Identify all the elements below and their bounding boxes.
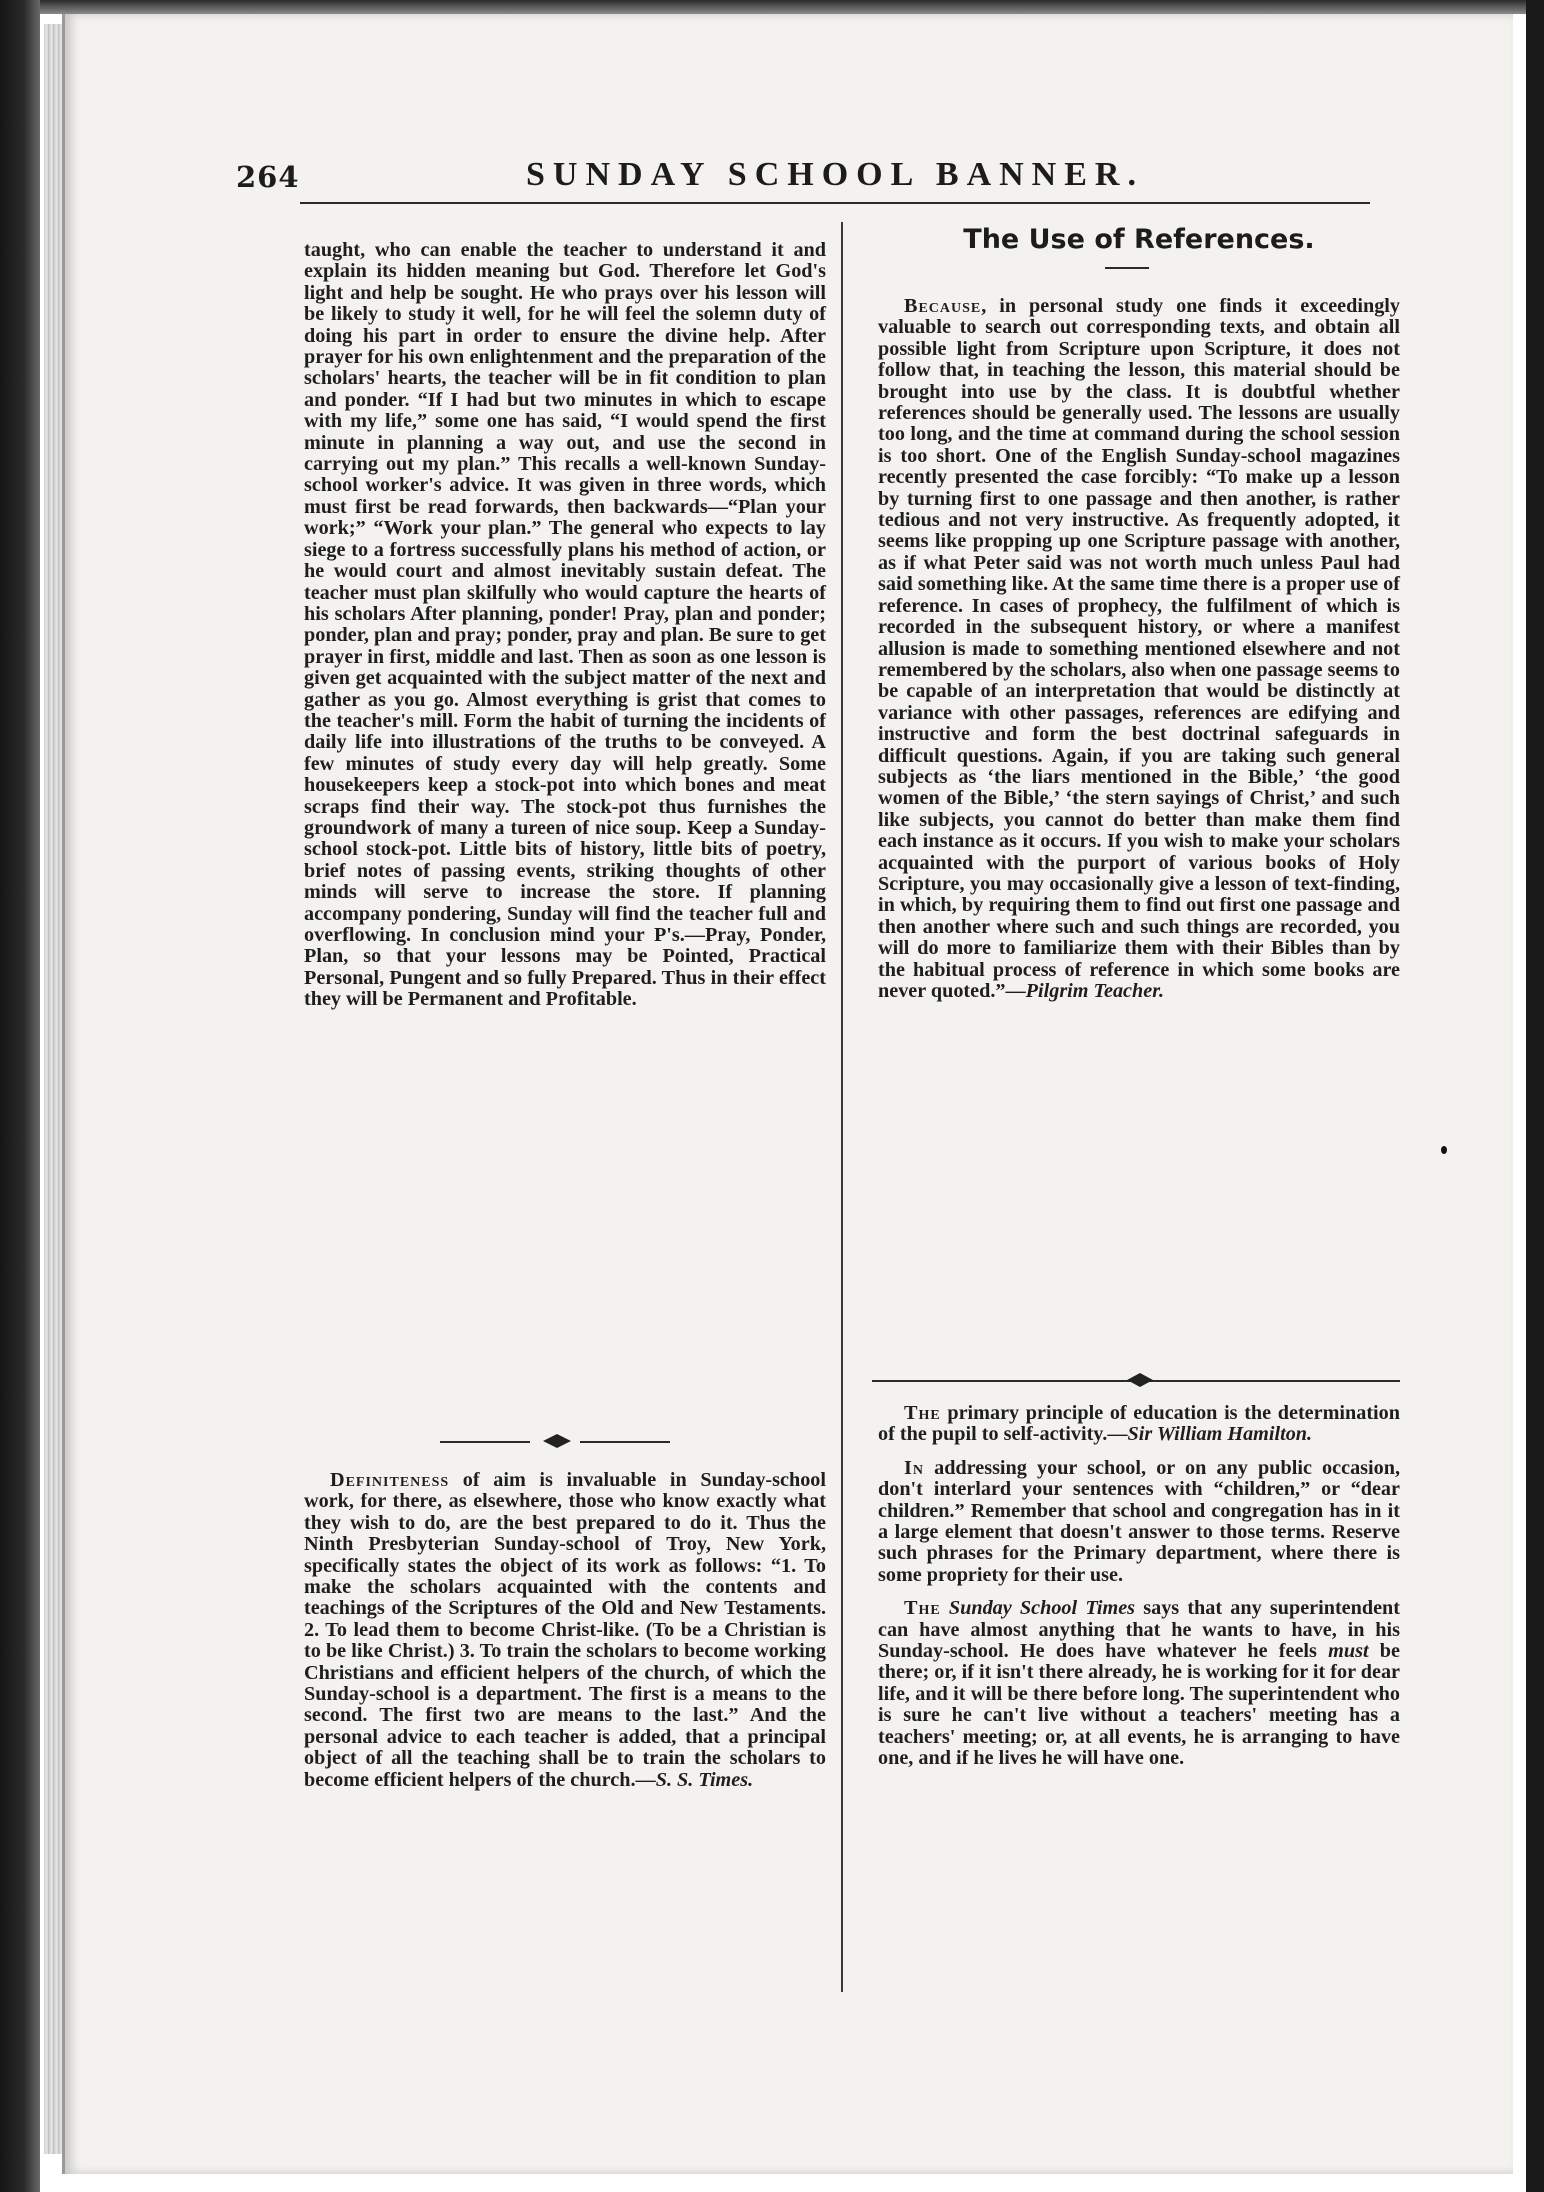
references-source: Pilgrim Teacher.	[1025, 980, 1164, 1002]
scan-edge-left	[0, 0, 40, 2192]
definiteness-lead: Definiteness	[330, 1469, 450, 1491]
primary-source: Sir William Hamilton.	[1127, 1423, 1313, 1446]
addressing-lead: In	[904, 1456, 924, 1479]
times-body-2: be there; or, if it isn't there already, he is working for it for dear life, and it will be there before long. The superintendent who is sure he can't live without a teachers' meeting has a teachers' meeting; or, at all events, he is arranging to have one, and if he lives he will have one.	[878, 1640, 1400, 1770]
primary-body: primary principle of education is the determination of the pupil to self-activity.—	[878, 1402, 1400, 1446]
page-number: 264	[236, 160, 300, 194]
planning-paragraph: taught, who can enable the teacher to understand it and explain its hidden meaning but God. Therefore let God's light and help be sought. He who prays over his lesson will be likely to study it well, for he will feel the solemn duty of doing his part in order to ensure the divine help. After prayer for his own enlightenment and the preparation of the scholars' hearts, the teacher will be in fit condition to plan and ponder. “If I had but two minutes in which to escape with my life,” some one has said, “I would spend the first minute in planning a way out, and use the second in carrying out my plan.” This recalls a well-known Sunday-school worker's advice. It was given in three words, which must first be read forwards, then backwards—“Plan your work;” “Work your plan.” The general who expects to lay siege to a fortress successfully plans his method of action, or he would court and almost inevitably sustain defeat. The teacher must plan skilfully who would capture the hearts of his scholars After planning, ponder! Pray, plan and ponder; ponder, plan and pray; ponder, pray and plan. Be sure to get prayer in first, middle and last. Then as soon as one lesson is given get acquainted with the subject matter of the next and gather as you go. Almost everything is grist that comes to the teacher's mill. Form the habit of turning the incidents of daily life into illustrations of the truths to be conveyed. A few minutes of study every day will help greatly. Some housekeepers keep a stock-pot into which bones and meat scraps find their way. The stock-pot thus furnishes the groundwork of many a tureen of nice soup. Keep a Sunday-school stock-pot. Little bits of history, little bits of poetry, brief notes of passing events, striking thoughts of other minds will serve to increase the store. If planning accompany pondering, Sunday will find the teacher full and overflowing. In conclusion mind your P's.—Pray, Ponder, Plan, so that your lessons may be Pointed, Practical Personal, Pungent and so fully Prepared. Thus in their effect they will be Permanent and Profitable.	[304, 239, 826, 1011]
scan-edge-top	[0, 0, 1544, 14]
short-notes	[878, 1399, 1400, 1770]
article-title: The Use of References.	[963, 224, 1315, 255]
ornament-rule-left	[440, 1441, 530, 1443]
references-body: , in personal study one finds it exceedingly valuable to search out corresponding texts, and obtain all possible light from Scripture upon Scripture, it does not follow that, in teaching the lesson, this material should be brought into use by the class. It is doubtful whether references should be generally used. The lessons are usually too long, and the time at command during the school session is too short. One of the English Sunday-school magazines recently presented the case forcibly: “To make up a lesson by turning first to one passage and then another, is rather tedious and not very instructive. As frequently adopted, it seems like propping up one Scripture passage with another, as if what Peter said was not worth much unless Paul had said something like. At the same time there is a proper use of reference. In cases of prophecy, the fulfilment of which is recorded in the subsequent history, or where a manifest allusion is made to something mentioned elsewhere and not remembered by the scholars, also when one passage seems to be capable of an interpretation that would be distinctly at variance with other passages, references are edifying and instructive and form the best doctrinal safeguards in difficult questions. Again, if you are taking such general subjects as ‘the liars mentioned in the Bible,’ ‘the good women of the Bible,’ ‘the stern sayings of Christ,’ and such like subjects, you cannot do better than make them find each instance as it occurs. If you wish to make your scholars acquainted with the purport of various books of Holy Scripture, you may occasionally give a lesson of text-finding, in which, by requiring them to find out first one passage and then another where such and such things are recorded, you will do more to familiarize them with their Bibles than by the habitual process of reference in which some books are never quoted.”—	[878, 295, 1400, 1002]
page-stack-edges	[44, 24, 62, 2154]
running-head	[236, 154, 1366, 204]
references-article	[878, 292, 1400, 1002]
times-title: Sunday School Times	[948, 1597, 1136, 1620]
definiteness-article	[304, 1466, 826, 1791]
definiteness-body: of aim is invaluable in Sunday-school work, for there, as elsewhere, those who know exactly what they wish to do, are the best prepared to do it. Thus the Ninth Presbyterian Sunday-school of Troy, New York, specifically states the object of its work as follows: “1. To make the scholars acquainted with the contents and teachings of the Scriptures of the Old and New Testaments. 2. To lead them to become Christ-like. (To be a Christian is to be like Christ.) 3. To train the scholars to become working Christians and efficient helpers of the church, of which the Sunday-school is a department. The first is a means to the second. The first two are means to the last.” And the personal advice to each teacher is added, that a principal object of all the teaching shall be to train the scholars to become efficient helpers of the church.—	[304, 1469, 826, 1791]
ink-speck	[1441, 1146, 1447, 1154]
times-lead: The	[904, 1597, 941, 1620]
addressing-body: addressing your school, or on any public occasion, don't interlard your sentences with “children,” or “dear children.” Remember that school and congregation has in it a large element that doesn't answer to those terms. Reserve such phrases for the Primary department, where there is some propriety for their use.	[878, 1456, 1400, 1586]
definiteness-source: S. S. Times.	[655, 1768, 754, 1791]
definiteness-paragraph	[304, 1470, 826, 1791]
times-body-1: says that any superintendent can have almost anything that he wants to have, in his Sunday-school. He does have whatever he feels	[878, 1597, 1401, 1663]
primary-lead: The	[904, 1402, 941, 1424]
references-lead: Because	[904, 295, 982, 317]
ornament-rule-right	[580, 1441, 670, 1443]
header-rule	[300, 202, 1370, 204]
addressing-paragraph	[878, 1458, 1400, 1586]
column-divider	[841, 222, 843, 1992]
scan-edge-right	[1526, 0, 1544, 2192]
journal-title: SUNDAY SCHOOL BANNER.	[526, 156, 1144, 193]
times-emphasis: must	[1328, 1640, 1369, 1663]
sunday-school-times-paragraph	[878, 1598, 1400, 1769]
left-column	[304, 240, 826, 1011]
primary-principle-paragraph	[878, 1403, 1400, 1446]
references-paragraph	[878, 296, 1400, 1002]
title-rule	[1105, 267, 1149, 269]
